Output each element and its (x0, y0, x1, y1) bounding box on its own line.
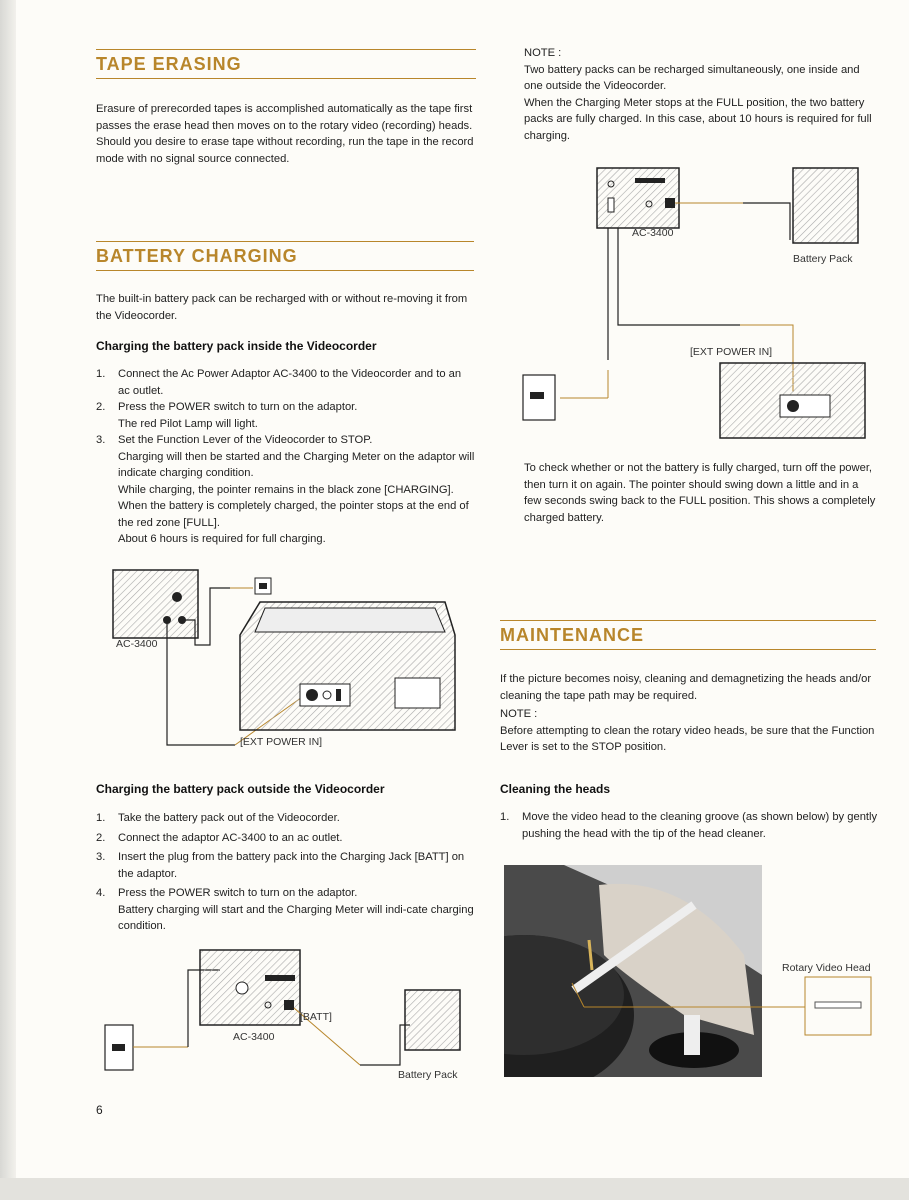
list-item (500, 809, 878, 842)
step-number: 1. (500, 811, 510, 823)
rotary-video-head-label: Rotary Video Head (782, 962, 871, 974)
list-item (96, 849, 476, 882)
inside-heading: Charging the battery pack inside the Videocorder (96, 339, 377, 353)
step-number: 3. (96, 434, 106, 446)
fig3-ext-power-label: [EXT POWER IN] (690, 346, 773, 358)
figure-dual-charging (515, 160, 875, 445)
step-text: Press the POWER switch to turn on the adaptor. (118, 401, 358, 413)
step-text: Insert the plug from the battery pack into the Charging Jack [BATT] on the adaptor. (118, 851, 465, 880)
step-text: Press the POWER switch to turn on the adaptor. (118, 887, 358, 899)
list-item (96, 366, 476, 399)
step-number: 1. (96, 812, 106, 824)
step-number: 2. (96, 401, 106, 413)
maintenance-note-heading: NOTE : (500, 708, 538, 720)
cleaning-heading: Cleaning the heads (500, 782, 611, 796)
fig1-ext-power-text: EXT POWER IN (242, 736, 320, 748)
outside-steps-list (96, 810, 476, 935)
maintenance-title: MAINTENANCE (500, 620, 876, 650)
outside-heading: Charging the battery pack outside the Videocorder (96, 782, 385, 796)
fig3-adaptor-label: AC-3400 (632, 227, 674, 239)
step-text: While charging, the pointer remains in the black zone [CHARGING]. When the battery is completely charged, the pointer stops at the end of the red zone [FULL]. (118, 483, 469, 529)
battery-charging-intro-text: The built-in battery pack can be recharged with or without re-moving it from the Videocorder. (96, 293, 468, 322)
check-text: To check whether or not the battery is fully charged, turn off the power, then turn it on again. The pointer should swing down a little and in a few seconds swing back to the FULL position. This shows a completely charged battery. (524, 462, 876, 524)
maintenance-body (500, 671, 878, 756)
step-text: Battery charging will start and the Charging Meter will indi-cate charging condition. (118, 903, 474, 932)
fig2-battery-pack-label: Battery Pack (398, 1069, 458, 1081)
maintenance-intro: If the picture becomes noisy, cleaning and demagnetizing the heads and/or cleaning the tape path may be required. (500, 673, 872, 702)
cleaning-steps-list (500, 809, 878, 842)
list-item (96, 885, 476, 935)
tape-erasing-paragraph-1: Erasure of prerecorded tapes is accomplished automatically as the tape first passes the erase head then moves on to the rotary video (recording) heads. (96, 103, 473, 132)
note-heading: NOTE : (524, 47, 562, 59)
battery-charging-title: BATTERY CHARGING (96, 241, 474, 271)
maintenance-note-text: Before attempting to clean the rotary video heads, be sure that the Function Lever is set to the STOP position. (500, 724, 875, 753)
photo-drawing (504, 865, 762, 1077)
figure-outside-charging (100, 940, 480, 1085)
step-text: Connect the adaptor AC-3400 to an ac outlet. (118, 831, 343, 844)
fig3-ext-power-text: EXT POWER IN (692, 346, 770, 358)
tape-erasing-title: TAPE ERASING (96, 49, 476, 79)
step-number: 4. (96, 887, 106, 899)
step-text: Charging will then be started and the Charging Meter on the adaptor will indicate charging condition. (118, 450, 475, 479)
step-number: 3. (96, 851, 106, 863)
step-number: 2. (96, 831, 106, 844)
page-bottom-edge (0, 1178, 909, 1200)
tape-erasing-body (96, 101, 476, 167)
fig3-battery-pack-label: Battery Pack (793, 253, 853, 265)
fig2-adaptor-label: AC-3400 (233, 1031, 275, 1043)
step-text: About 6 hours is required for full charging. (118, 533, 326, 545)
battery-pack (793, 168, 858, 243)
fig2-batt-text: BATT (302, 1011, 329, 1023)
note-line-1: Two battery packs can be recharged simultaneously, one inside and one outside the Videocorder. (524, 63, 860, 92)
adaptor-body (200, 950, 300, 1025)
step-text: Move the video head to the cleaning groove (as shown below) by gently pushing the head with the tip of the head cleaner. (522, 811, 878, 840)
list-item (96, 432, 476, 548)
figure-inside-charging (105, 560, 465, 760)
rotary-head-callout (560, 975, 875, 1040)
inside-steps-list (96, 366, 476, 548)
step-text: Take the battery pack out of the Videocorder. (118, 812, 340, 824)
list-item (96, 399, 476, 432)
step-text: Set the Function Lever of the Videocorder to STOP. (118, 434, 373, 446)
list-item (96, 810, 476, 827)
note-line-2: When the Charging Meter stops at the FULL position, the two battery packs are fully charged. In this case, about 10 hours is required for full charging. (524, 96, 872, 142)
adaptor-body (113, 570, 198, 638)
videocorder-lid (255, 608, 445, 632)
batt-jack-icon (284, 1000, 294, 1010)
step-number: 1. (96, 368, 106, 380)
tape-erasing-paragraph-2: Should you desire to erase tape without recording, run the tape in the record mode with no signal source connected. (96, 136, 474, 165)
power-lamp-icon (172, 592, 182, 602)
battery-charging-intro (96, 291, 476, 324)
page-binding-edge (0, 0, 16, 1200)
check-text-block (524, 460, 878, 526)
step-text: Connect the Ac Power Adaptor AC-3400 to the Videocorder and to an ac outlet. (118, 368, 462, 397)
fig1-adaptor-label: AC-3400 (116, 638, 158, 650)
fig1-ext-power-label: [EXT POWER IN] (240, 736, 323, 748)
list-item (96, 830, 476, 847)
step-text: The red Pilot Lamp will light. (118, 417, 258, 430)
battery-pack (405, 990, 460, 1050)
page-number: 6 (96, 1103, 103, 1117)
fig2-batt-label: [BATT] (300, 1011, 332, 1023)
head-cleaning-photo (504, 865, 762, 1077)
note-right-block (524, 45, 878, 144)
